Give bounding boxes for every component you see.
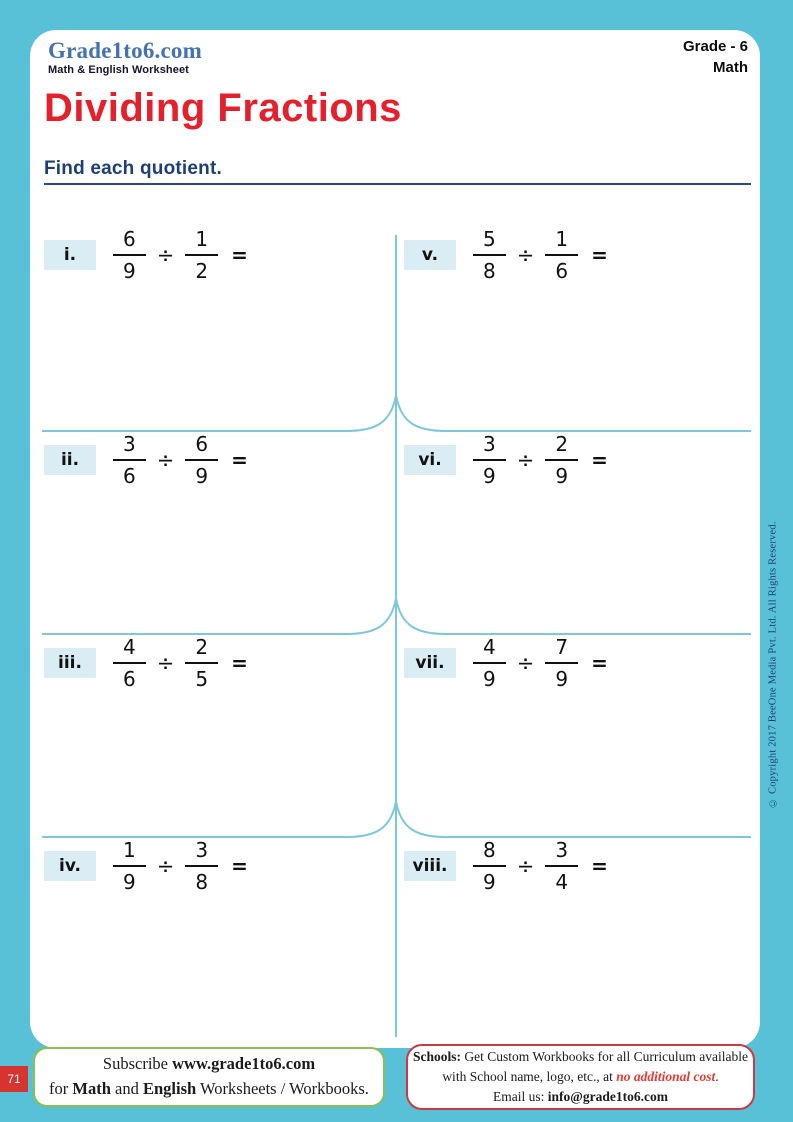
page-title: Dividing Fractions: [44, 86, 402, 130]
subscribe-box: [33, 1047, 385, 1107]
problem-ii: [44, 433, 248, 487]
equals-sign: =: [231, 651, 248, 675]
denominator: 6: [555, 259, 569, 283]
denominator: 9: [483, 464, 496, 488]
divider-lines: [30, 30, 760, 1048]
divide-sign: ÷: [516, 243, 535, 267]
subscribe-line-1: [103, 1052, 315, 1077]
subject-label: Math: [713, 59, 748, 76]
subscribe-site-link[interactable]: www.grade1to6.com: [172, 1054, 316, 1074]
divide-sign: ÷: [156, 651, 175, 675]
divide-sign: ÷: [156, 854, 175, 878]
numerator: 3: [545, 839, 578, 867]
fraction-dividend: [473, 636, 506, 690]
schools-line-1: [413, 1047, 748, 1067]
problem-label: iii.: [44, 648, 96, 678]
denominator: 9: [483, 667, 496, 691]
subscribe-and: and: [115, 1079, 139, 1098]
problem-iii: [44, 636, 248, 690]
denominator: 5: [195, 667, 209, 691]
schools-highlight: no additional cost: [616, 1068, 716, 1084]
problem-label: vii.: [404, 648, 456, 678]
fraction-dividend: [113, 228, 146, 282]
numerator: 6: [185, 433, 218, 461]
equals-sign: =: [591, 651, 608, 675]
copyright-text: © Copyright 2017 BeeOne Media Pvt. Ltd. All Rights Reserved.: [767, 521, 779, 809]
equals-sign: =: [231, 243, 248, 267]
subscribe-for: for: [49, 1079, 69, 1098]
schools-line-3: [493, 1087, 668, 1107]
problem-vii: [404, 636, 608, 690]
numerator: 6: [113, 228, 146, 256]
equals-sign: =: [231, 854, 248, 878]
problem-v: [404, 228, 608, 282]
problem-vi: [404, 433, 608, 487]
problem-label: vi.: [404, 445, 456, 475]
schools-box: [406, 1044, 755, 1110]
denominator: 9: [123, 259, 136, 283]
divide-sign: ÷: [516, 651, 535, 675]
fraction-divisor: [185, 433, 218, 487]
denominator: 6: [123, 464, 136, 488]
schools-email-label: Email us:: [493, 1089, 545, 1105]
denominator: 9: [483, 870, 496, 894]
subscribe-math: Math: [72, 1079, 111, 1098]
equals-sign: =: [591, 243, 608, 267]
logo-subtitle: Math & English Worksheet: [48, 64, 189, 77]
subscribe-rest: Worksheets / Workbooks.: [200, 1079, 369, 1098]
fraction-dividend: [473, 228, 506, 282]
problem-label: iv.: [44, 851, 96, 881]
fraction-divisor: [185, 839, 218, 893]
problem-label: viii.: [404, 851, 456, 881]
schools-line-2: [442, 1067, 718, 1087]
schools-text-2: with School name, logo, etc., at: [442, 1068, 613, 1084]
denominator: 8: [483, 259, 496, 283]
divide-sign: ÷: [156, 243, 175, 267]
fraction-divisor: [185, 228, 218, 282]
logo-title: Grade1to6.com: [48, 38, 202, 63]
problem-i: [44, 228, 248, 282]
equals-sign: =: [591, 854, 608, 878]
numerator: 2: [545, 433, 578, 461]
worksheet-card: [30, 30, 760, 1048]
numerator: 3: [473, 433, 506, 461]
subscribe-word: Subscribe: [102, 1054, 168, 1074]
numerator: 1: [185, 228, 218, 256]
fraction-dividend: [473, 433, 506, 487]
fraction-dividend: [473, 839, 506, 893]
fraction-divisor: [185, 636, 218, 690]
fraction-dividend: [113, 636, 146, 690]
denominator: 9: [123, 870, 136, 894]
fraction-divisor: [545, 433, 578, 487]
problem-label: i.: [44, 240, 96, 270]
denominator: 4: [555, 870, 569, 894]
fraction-divisor: [545, 839, 578, 893]
equals-sign: =: [231, 448, 248, 472]
grade-label: Grade - 6: [682, 38, 748, 55]
fraction-dividend: [113, 433, 146, 487]
page-number-badge: 71: [0, 1066, 28, 1092]
numerator: 4: [473, 636, 506, 664]
fraction-divisor: [545, 228, 578, 282]
schools-email-link[interactable]: info@grade1to6.com: [547, 1089, 668, 1105]
fraction-dividend: [113, 839, 146, 893]
denominator: 9: [555, 464, 569, 488]
problem-iv: [44, 839, 248, 893]
fraction-divisor: [545, 636, 578, 690]
subscribe-line-2: [49, 1077, 369, 1102]
problem-label: v.: [404, 240, 456, 270]
numerator: 1: [545, 228, 578, 256]
problem-label: ii.: [44, 445, 96, 475]
denominator: 9: [555, 667, 569, 691]
numerator: 7: [545, 636, 578, 664]
denominator: 6: [123, 667, 136, 691]
subscribe-english: English: [143, 1079, 197, 1098]
numerator: 3: [185, 839, 218, 867]
schools-label: Schools:: [412, 1048, 461, 1064]
divide-sign: ÷: [156, 448, 175, 472]
numerator: 5: [473, 228, 506, 256]
numerator: 1: [113, 839, 146, 867]
divide-sign: ÷: [516, 854, 535, 878]
denominator: 8: [195, 870, 209, 894]
equals-sign: =: [591, 448, 608, 472]
divide-sign: ÷: [516, 448, 535, 472]
denominator: 2: [195, 259, 209, 283]
instruction-text: Find each quotient.: [44, 158, 222, 179]
problem-viii: [404, 839, 608, 893]
numerator: 2: [185, 636, 218, 664]
numerator: 4: [113, 636, 146, 664]
schools-text-1: Get Custom Workbooks for all Curriculum available: [464, 1048, 748, 1064]
denominator: 9: [195, 464, 209, 488]
numerator: 3: [113, 433, 146, 461]
schools-period: .: [715, 1068, 719, 1084]
numerator: 8: [473, 839, 506, 867]
